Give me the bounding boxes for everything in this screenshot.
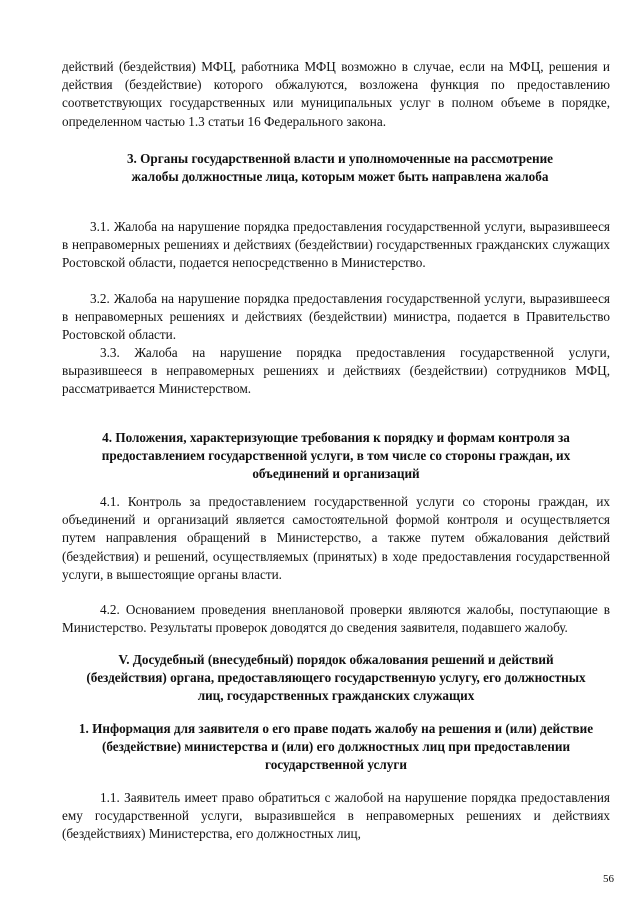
page-number: 56 [603, 873, 614, 885]
paragraph-4-1: 4.1. Контроль за предоставлением государственной услуги со стороны граждан, их объединений и организаций является самостоятельной формой контроля и осуществляется путем направления обращений в Министерство, а также путем обжалования действий (бездействия) и решений, осуществляемых (принятых) в ходе предоставления государственной услуги, в вышестоящие органы власти. [62, 494, 610, 582]
paragraph-3-1: 3.1. Жалоба на нарушение порядка предоставления государственной услуги, выразившееся в неправомерных решениях и действиях (бездействии) государственных гражданских служащих Ростовской области, подается непосредственно в Министерство. [62, 219, 610, 271]
section-3-heading: 3. Органы государственной власти и уполномоченные на рассмотрение жалобы должностные лица, которым может быть направлена жалоба [126, 151, 554, 185]
paragraph-4-2: 4.2. Основанием проведения внеплановой проверки являются жалобы, поступающие в Министерство. Результаты проверок доводятся до сведения заявителя, подавшего жалобу. [62, 602, 610, 636]
section-4-heading: 4. Положения, характеризующие требования к порядку и формам контроля за предоставлением государственной услуги, в том числе со стороны граждан, их объединений и организаций [101, 430, 571, 482]
paragraph-1-1: 1.1. Заявитель имеет право обратиться с жалобой на нарушение порядка предоставления ему государственной услуги, выразившейся в неправомерных решениях и действиях (бездействиях) Министерства, его должностных лиц, [62, 790, 610, 842]
section-v-heading: V. Досудебный (внесудебный) порядок обжалования решений и действий (бездействия) органа, предоставляющего государственную услугу, его должностных лиц, государственных гражданских служащих [86, 652, 586, 704]
section-1-heading: 1. Информация для заявителя о его праве подать жалобу на решения и (или) действие (бездействие) министерства и (или) его должностных лиц при предоставлении государственной услуги [78, 721, 594, 773]
paragraph-3-3: 3.3. Жалоба на нарушение порядка предоставления государственной услуги, выразившееся в неправомерных решениях и действиях (бездействии) сотрудников МФЦ, рассматривается Министерством. [62, 345, 610, 397]
paragraph-3-2: 3.2. Жалоба на нарушение порядка предоставления государственной услуги, выразившееся в неправомерных решениях и действиях (бездействии) министра, подается в Правительство Ростовской области. [62, 291, 610, 343]
intro-paragraph: действий (бездействия) МФЦ, работника МФЦ возможно в случае, если на МФЦ, решения и действия (бездействие) которого обжалуются, возложена функция по предоставлению соответствующих государственных или муниципальных услуг в полном объеме в порядке, определенном частью 1.3 статьи 16 Федерального закона. [62, 59, 610, 129]
